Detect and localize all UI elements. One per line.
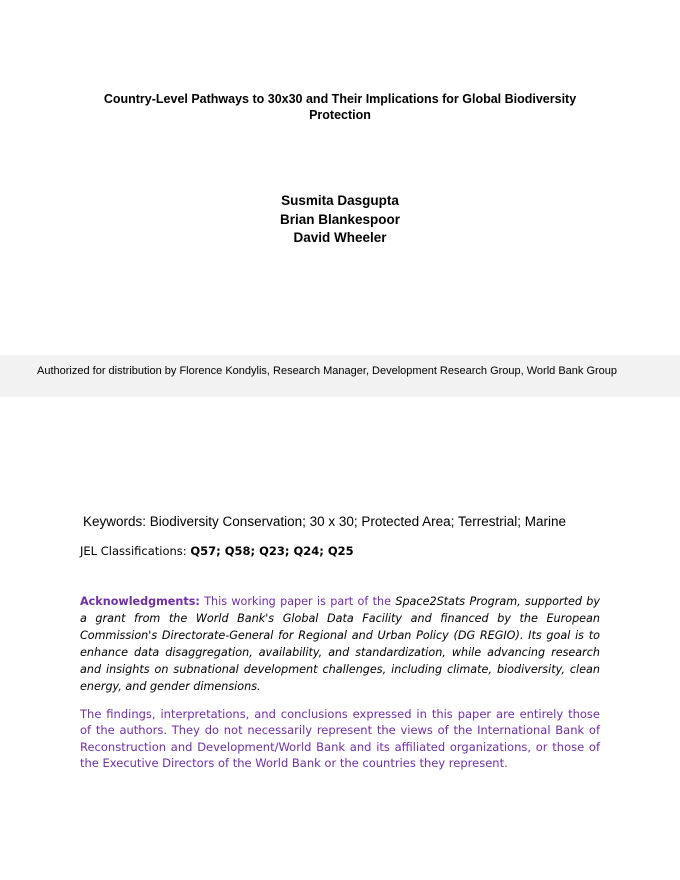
acknowledgments-paragraph <box>80 593 600 695</box>
author-list <box>0 192 680 248</box>
jel-label: JEL Classifications: <box>80 544 191 558</box>
paper-title: Country-Level Pathways to 30x30 and Their Implications for Global Biodiversity Protection <box>103 92 577 122</box>
author-name: Susmita Dasgupta <box>281 193 399 208</box>
author-name: Brian Blankespoor <box>279 211 401 227</box>
acknowledgments-label: Acknowledgments: <box>80 595 200 608</box>
disclaimer-paragraph: The findings, interpretations, and conclusions expressed in this paper are entirely those of the authors. They do not necessarily represent the views of the International Bank of Reconstruction and Development/World Bank and its affiliated organizations, or those of the Executive Directors of the World Bank or the countries they represent. <box>80 707 600 770</box>
authorization-text: Authorized for distribution by Florence Kondylis, Research Manager, Development Research Group, World Bank Group <box>37 365 618 377</box>
jel-codes: Q57; Q58; Q23; Q24; Q25 <box>190 544 354 558</box>
authorization-banner <box>0 355 680 397</box>
keywords-line: Keywords: Biodiversity Conservation; 30 x 30; Protected Area; Terrestrial; Marine <box>83 514 566 529</box>
acknowledgments-body: Space2Stats Program, supported by a grant from the World Bank's Global Data Facility and financed by the European Commission's Directorate-General for Regional and Urban Policy (DG REGIO). Its goal is to enhance data disaggregation, availability, and standardization, while advancing research and insights on subnational development challenges, including climate, biodiversity, clean energy, and gender dimensions. <box>80 595 600 693</box>
acknowledgments-intro: This working paper is part of the <box>199 595 396 608</box>
author-name: David Wheeler <box>293 230 387 245</box>
jel-classifications <box>80 544 354 559</box>
